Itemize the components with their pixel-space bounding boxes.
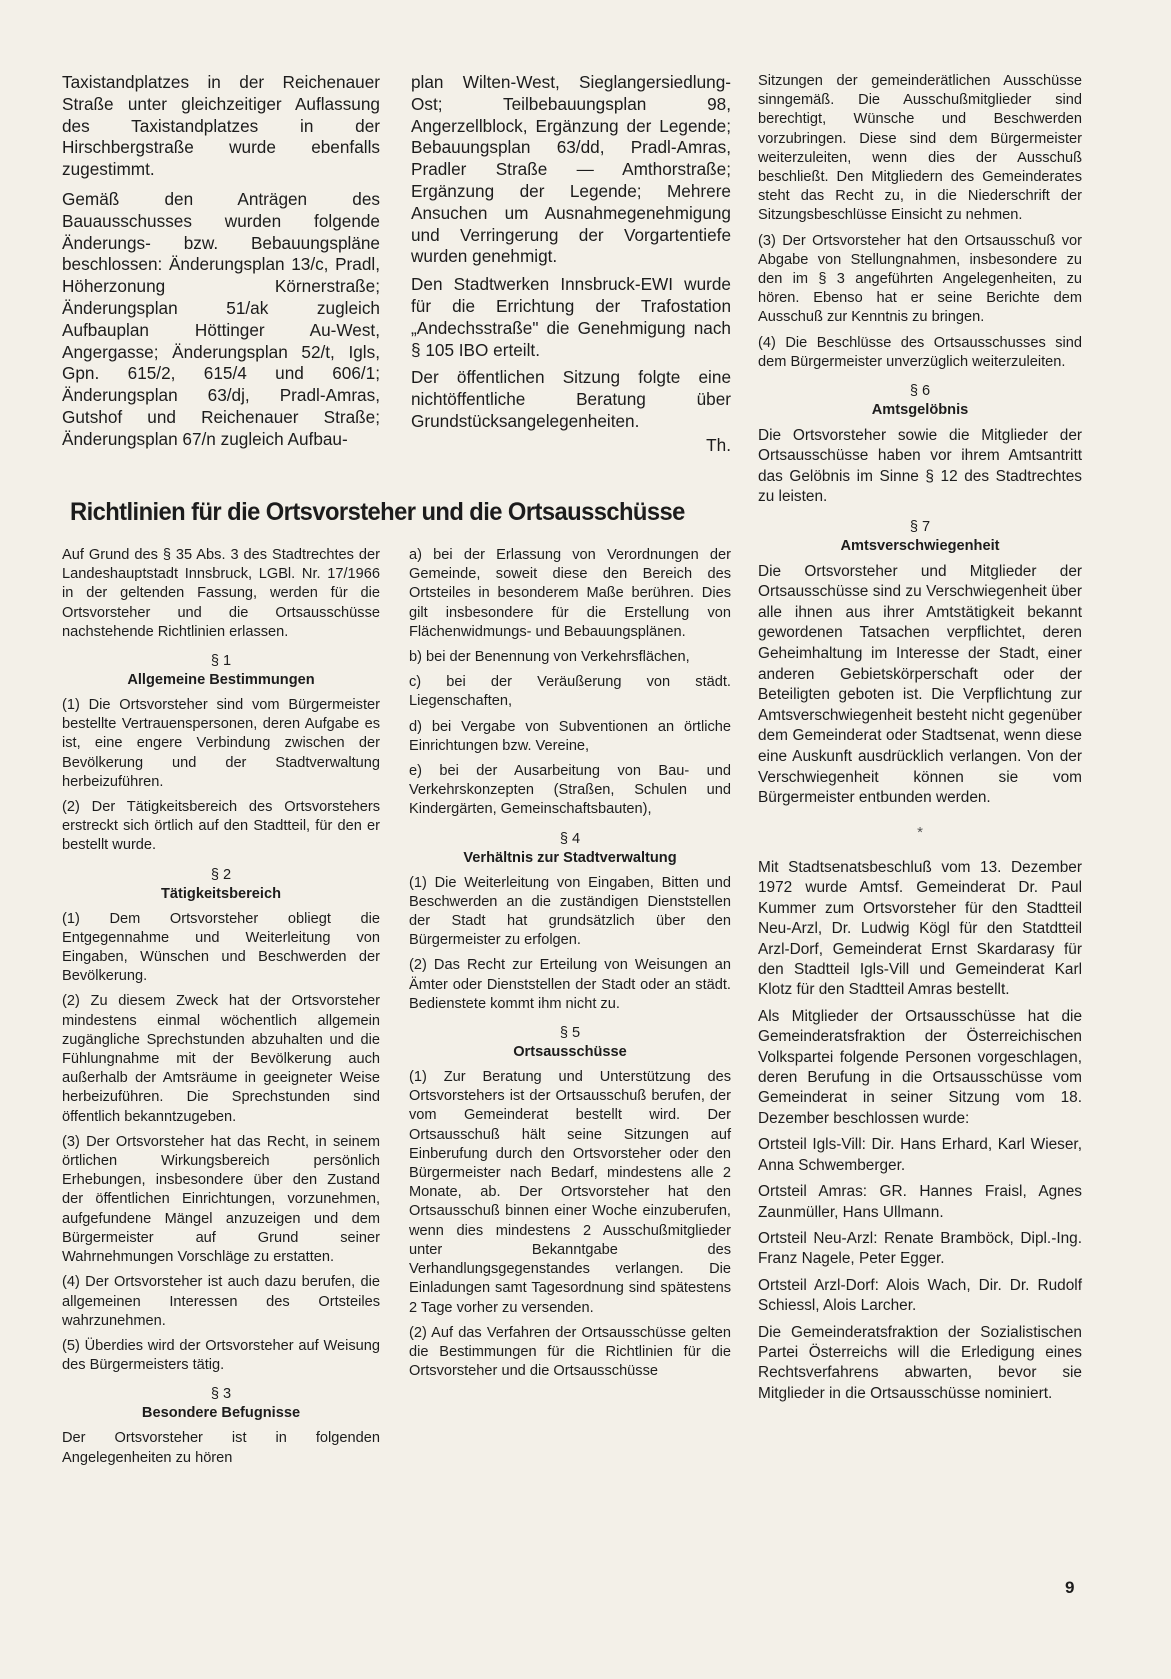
paragraph: (2) Auf das Verfahren der Ortsausschüsse gelten die Bestimmungen für die Richtlinien für die Ortsvorsteher und die Ortsausschüsse bbox=[409, 1324, 731, 1380]
list-item: b) bei der Benennung von Verkehrsflächen, bbox=[409, 649, 690, 666]
paragraph: Mit Stadtsenatsbeschluß vom 13. Dezember 1972 wurde Amtsf. Gemeinderat Dr. Paul Kummer zum Ortsvorsteher für den Stadtteil Neu-Arzl, Dr. Ludwig Kögl für den Statdtteil Arzl-Dorf, Gemeinderat Ernst Skardarasy für den Stadtteil Igls-Vill und Gemeinderat Karl Klotz für den Stadtteil Amras bestellt. bbox=[758, 859, 1082, 999]
paragraph: Ortsteil Amras: GR. Hannes Fraisl, Agnes Zaunmüller, Hans Ullmann. bbox=[758, 1183, 1082, 1221]
paragraph: Ortsteil Arzl-Dorf: Alois Wach, Dir. Dr. Rudolf Schiessl, Alois Larcher. bbox=[758, 1276, 1082, 1315]
paragraph: (1) Die Ortsvorsteher sind vom Bürgermeister bestellte Vertrauenspersonen, deren Aufgabe es ist, eine engere Verbindung zwischen der Bevölkerung und der Stadtverwaltung herbeizuführen. bbox=[62, 697, 380, 790]
list-item: a) bei der Erlassung von Verordnungen der Gemeinde, soweit diese den Bereich des Ortsteiles in besonderem Maße berühren. Dies gilt insbesondere für die Erstellung von Flächenwidmungs- und Bebauungsplänen. bbox=[409, 547, 731, 640]
top-column-1 bbox=[62, 72, 380, 457]
paragraph: Ortsteil Neu-Arzl: Renate Bramböck, Dipl.-Ing. Franz Nagele, Peter Egger. bbox=[758, 1229, 1082, 1268]
paragraph: Taxistandplatzes in der Reichenauer Straße unter gleichzeitiger Auflassung des Taxistandplatzes in der Hirschbergstraße wurde ebenfalls zugestimmt. bbox=[62, 72, 380, 180]
section-heading-2: § 2 Tätigkeitsbereich bbox=[160, 866, 282, 902]
paragraph: Sitzungen der gemeinderätlichen Ausschüsse sinngemäß. Die Ausschußmitglieder sind berechtigt, Wünsche und Beschwerden vorzubringen. Diese sind dem Bürgermeister weiterzuleiten, wenn dies der Ausschuß beschließt. Den Mitgliedern des Gemeinderates steht das Recht zu, in die Niederschrift der Sitzungsbeschlüsse Einsicht zu nehmen. bbox=[758, 73, 1082, 224]
paragraph: (3) Der Ortsvorsteher hat den Ortsausschuß vor Abgabe von Stellungnahmen, insbesondere zu den im § 3 angeführten Angelegenheiten, zu hören. Ebenso hat er seine Berichte dem Ausschuß zur Kenntnis zu bringen. bbox=[758, 232, 1082, 326]
list-item: d) bei Vergabe von Subventionen an örtliche Einrichtungen bzw. Vereine, bbox=[409, 718, 731, 754]
paragraph: (1) Zur Beratung und Unterstützung des Ortsvorstehers ist der Ortsausschuß berufen, der vom Gemeinderat bestellt wird. Der Ortsausschuß hält seine Sitzungen auf Einberufung durch den Ortsvorsteher oder den Bürgermeister nach Bedarf, mindestens alle 2 Monate, ab. Der Ortsvorsteher hat den Ortsausschuß binnen einer Woche einzuberufen, wenn dies mindestens 2 Ausschußmitglieder unter Bekanntgabe des Verhandlungsgegenstandes verlangen. Die Einladungen samt Tagesordnung sind spätestens 2 Tage vorher zu versenden. bbox=[409, 1069, 731, 1316]
paragraph: (4) Die Beschlüsse des Ortsausschusses sind dem Bürgermeister unverzüglich weiterzuleiten. bbox=[758, 334, 1082, 370]
paragraph: (1) Dem Ortsvorsteher obliegt die Entgegennahme und Weiterleitung von Eingaben, Wünschen und Beschwerden der Bevölkerung. bbox=[62, 910, 380, 985]
section-heading-1: § 1 Allgemeine Bestimmungen bbox=[127, 653, 315, 689]
paragraph: Der Ortsvorsteher ist in folgenden Angelegenheiten zu hören bbox=[62, 1430, 380, 1466]
paragraph: (1) Die Weiterleitung von Eingaben, Bitten und Beschwerden an die zuständigen Dienststellen der Stadt hat grundsätzlich über den Bürgermeister zu erfolgen. bbox=[409, 874, 731, 949]
intro-paragraph: Auf Grund des § 35 Abs. 3 des Stadtrechtes der Landeshauptstadt Innsbruck, LGBl. Nr. 17/1966 in der geltenden Fassung, werden für die Ortsvorsteher und die Ortsausschüsse nachstehende Richtlinien erlassen. bbox=[62, 547, 380, 640]
paragraph: (2) Das Recht zur Erteilung von Weisungen an Ämter oder Dienststellen der Stadt oder an städt. Bedienstete kommt ihm nicht zu. bbox=[409, 957, 731, 1012]
section-heading-3: § 3 Besondere Befugnisse bbox=[141, 1386, 301, 1422]
list-item: c) bei der Veräußerung von städt. Liegenschaften, bbox=[409, 674, 731, 710]
paragraph: (2) Der Tätigkeitsbereich des Ortsvorstehers erstreckt sich örtlich auf den Stadtteil, für den er bestellt wurde. bbox=[62, 799, 380, 854]
section-heading-7: § 7 Amtsverschwiegenheit bbox=[840, 518, 1000, 554]
paragraph: (3) Der Ortsvorsteher hat das Recht, in seinem örtlichen Wirkungsbereich persönlich Erhebungen, insbesondere über den Zustand der öffentlichen Einrichtungen, vorzunehmen, aufgefundene Mängel anzuzeigen und dem Bürgermeister auf Grund seiner Wahrnehmungen Vorschläge zu erstatten. bbox=[62, 1133, 380, 1266]
paragraph: Ortsteil Igls-Vill: Dir. Hans Erhard, Karl Wieser, Anna Schwemberger. bbox=[758, 1136, 1082, 1174]
paragraph: Als Mitglieder der Ortsausschüsse hat die Gemeinderatsfraktion der Österreichischen Volkspartei folgende Personen vorgeschlagen, deren Berufung in die Ortsausschüsse vom Gemeinderat in seiner Sitzung vom 18. Dezember beschlossen wurde: bbox=[758, 1007, 1082, 1127]
article-headline: Richtlinien für die Ortsvorsteher und die Ortsausschüsse bbox=[70, 498, 685, 526]
paragraph: Die Gemeinderatsfraktion der Sozialistischen Partei Österreichs will die Erledigung eines Rechtsverfahrens abwarten, bevor sie Mitglieder in die Ortsausschüsse nominiert. bbox=[758, 1323, 1082, 1402]
paragraph: Die Ortsvorsteher und Mitglieder der Ortsausschüsse sind zu Verschwiegenheit über alle ihnen aus ihrer Amtstätigkeit bekannt gewordenen Tatsachen verpflichtet, deren Geheimhaltung im Interesse der Stadt, einer anderen Gebietskörperschaft oder der Beteiligten geboten ist. Die Verpflichtung zur Amtsverschwiegenheit besteht nicht gegenüber dem Gemeinderat oder Stadtsenat, wenn diese eine Auskunft ausdrücklich verlangen. Von der Verschwiegenheit können sie vom Bürgermeister entbunden werden. bbox=[758, 562, 1082, 807]
paragraph: Die Ortsvorsteher sowie die Mitglieder der Ortsausschüsse haben vor ihrem Amtsantritt das Gelöbnis im Sinne § 12 des Stadtrechtes zu leisten. bbox=[758, 427, 1082, 506]
list-item: e) bei der Ausarbeitung von Bau- und Verkehrskonzepten (Straßen, Schulen und Kindergärten, Gemeinschaftsbauten), bbox=[409, 763, 731, 818]
paragraph: (4) Der Ortsvorsteher ist auch dazu berufen, die allgemeinen Interessen des Ortsteiles wahrzunehmen. bbox=[62, 1274, 380, 1329]
section-heading-5: § 5 Ortsausschüsse bbox=[513, 1025, 627, 1061]
paragraph: Der öffentlichen Sitzung folgte eine nichtöffentliche Beratung über Grundstücksangelegenheiten. bbox=[411, 367, 731, 431]
top-column-2 bbox=[411, 72, 731, 463]
article-column-1 bbox=[62, 546, 380, 1474]
paragraph: Gemäß den Anträgen des Bauausschusses wurden folgende Änderungs- bzw. Bebauungspläne beschlossen: Änderungsplan 13/c, Pradl, Höherzonung Körnerstraße; Änderungsplan 51/ak zugleich Aufbauplan Höttinger Au-West, Angergasse; Änderungsplan 52/t, Igls, Gpn. 615/2, 615/4 und 606/1; Änderungsplan 63/dj, Pradl-Amras, Gutshof und Reichenauer Straße; Änderungsplan 67/n zugleich Aufbau- bbox=[62, 188, 380, 449]
paragraph: Den Stadtwerken Innsbruck-EWI wurde für die Errichtung der Trafostation „Andechsstraße" die Genehmigung nach § 105 IBO erteilt. bbox=[411, 274, 731, 360]
article-column-3 bbox=[758, 72, 1082, 1410]
paragraph: (5) Überdies wird der Ortsvorsteher auf Weisung des Bürgermeisters tätig. bbox=[62, 1337, 380, 1374]
separator-asterisk: * bbox=[917, 823, 923, 841]
paragraph: plan Wilten-West, Sieglangersiedlung-Ost; Teilbebauungsplan 98, Angerzellblock, Ergänzung der Legende; Bebauungsplan 63/dd, Pradl-Amras, Pradler Straße — Amthorstraße; Ergänzung der Legende; Mehrere Ansuchen um Ausnahmegenehmigung und Verringerung der Vorgartentiefe wurden genehmigt. bbox=[411, 72, 731, 267]
author-signature: Th. bbox=[706, 434, 731, 455]
section-heading-6: § 6 Amtsgelöbnis bbox=[871, 383, 969, 419]
page-number: 9 bbox=[1065, 1578, 1075, 1597]
section-heading-4: § 4 Verhältnis zur Stadtverwaltung bbox=[463, 830, 677, 866]
article-column-2 bbox=[409, 546, 731, 1387]
paragraph: (2) Zu diesem Zweck hat der Ortsvorsteher mindestens einmal wöchentlich allgemein zugängliche Sprechstunden abzuhalten und die Fühlungnahme mit der Bevölkerung auch außerhalb der Amtsräume in geeigneter Weise herbeizuführen. Die Sprechstunden sind öffentlich bekanntzugeben. bbox=[62, 993, 380, 1125]
